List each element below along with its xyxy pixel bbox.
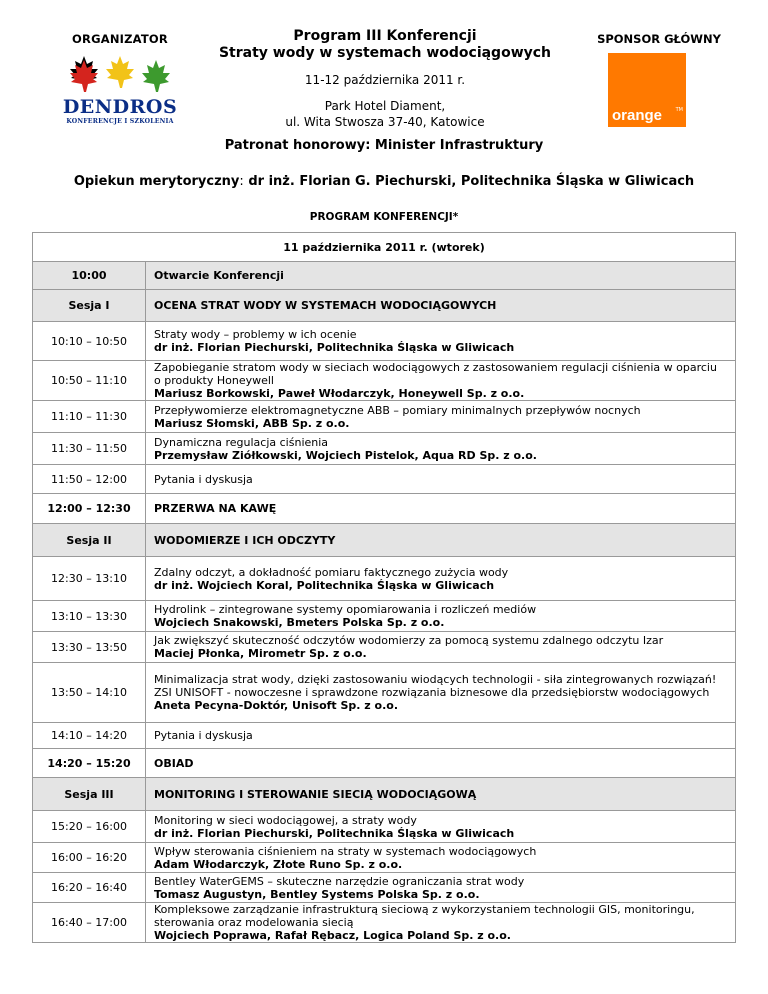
schedule-row xyxy=(33,723,736,749)
row-content xyxy=(146,433,736,465)
talk-speaker: Wojciech Poprawa, Rafał Rębacz, Logica Poland Sp. z o.o. xyxy=(154,929,511,942)
row-time: 12:00 – 12:30 xyxy=(33,494,146,524)
row-content xyxy=(146,663,736,723)
talk-speaker: Aneta Pecyna-Doktór, Unisoft Sp. z o.o. xyxy=(154,699,399,712)
talk-speaker: Mariusz Słomski, ABB Sp. z o.o. xyxy=(154,416,350,430)
sponsor-logo-tm: TM xyxy=(675,107,683,113)
conference-title-line2: Straty wody w systemach wodociągowych xyxy=(218,45,552,61)
row-content xyxy=(146,361,736,401)
row-time: 13:50 – 14:10 xyxy=(33,663,146,723)
schedule-row xyxy=(33,749,736,778)
program-title: PROGRAM KONFERENCJI* xyxy=(309,211,459,223)
talk-speaker: Wojciech Snakowski, Bmeters Polska Sp. z o.o. xyxy=(154,616,445,629)
row-time: Sesja III xyxy=(33,778,146,811)
schedule-row xyxy=(33,663,736,723)
row-time: 10:10 – 10:50 xyxy=(33,322,146,361)
row-time: Sesja II xyxy=(33,524,146,557)
row-content xyxy=(146,322,736,361)
talk-speaker: Tomasz Augustyn, Bentley Systems Polska Sp. z o.o. xyxy=(154,887,480,901)
talk-title: Dynamiczna regulacja ciśnienia xyxy=(154,435,329,449)
organizer-logo-name: DENDROS xyxy=(62,96,178,118)
talk-title: Przepływomierze elektromagnetyczne ABB – pomiary minimalnych przepływów nocnych xyxy=(154,403,641,417)
schedule-row xyxy=(33,361,736,401)
conference-header xyxy=(190,28,580,130)
talk-title: Hydrolink – zintegrowane systemy opomiarowania i rozliczeń mediów xyxy=(154,603,537,616)
row-content xyxy=(146,903,736,943)
row-time: 16:00 – 16:20 xyxy=(33,843,146,873)
talk-speaker: Adam Włodarczyk, Złote Runo Sp. z o.o. xyxy=(154,857,403,871)
schedule-row xyxy=(33,290,736,322)
row-content xyxy=(146,632,736,663)
maple-leaves-icon xyxy=(68,54,172,94)
talk-title: Jak zwiększyć skuteczność odczytów wodomierzy za pomocą systemu zdalnego odczytu Izar xyxy=(154,634,664,647)
schedule-row xyxy=(33,601,736,632)
row-content: Otwarcie Konferencji xyxy=(146,262,736,290)
talk-speaker: dr inż. Florian Piechurski, Politechnika Śląska w Gliwicach xyxy=(154,341,515,354)
schedule-row xyxy=(33,632,736,663)
row-content xyxy=(146,811,736,843)
row-time: 11:30 – 11:50 xyxy=(33,433,146,465)
row-content: WODOMIERZE I ICH ODCZYTY xyxy=(146,524,736,557)
row-time: 11:50 – 12:00 xyxy=(33,465,146,494)
talk-title: Pytania i dyskusja xyxy=(154,729,253,742)
schedule-row xyxy=(33,811,736,843)
row-time: Sesja I xyxy=(33,290,146,322)
supervisor-colon: : xyxy=(239,174,244,189)
sponsor-logo-text: orange xyxy=(612,107,663,124)
supervisor-name: dr inż. Florian G. Piechurski, Politechnika Śląska w Gliwicach xyxy=(248,174,695,189)
sponsor-logo xyxy=(608,53,686,127)
row-time: 16:40 – 17:00 xyxy=(33,903,146,943)
row-time: 11:10 – 11:30 xyxy=(33,401,146,433)
day-header-row xyxy=(33,233,736,262)
talk-title: Zdalny odczyt, a dokładność pomiaru faktycznego zużycia wody xyxy=(154,565,509,579)
row-content xyxy=(146,843,736,873)
schedule-row xyxy=(33,322,736,361)
row-content: OCENA STRAT WODY W SYSTEMACH WODOCIĄGOWYCH xyxy=(146,290,736,322)
schedule-row xyxy=(33,524,736,557)
row-content xyxy=(146,601,736,632)
row-content: OBIAD xyxy=(146,749,736,778)
row-content xyxy=(146,723,736,749)
schedule-row xyxy=(33,843,736,873)
row-time: 13:30 – 13:50 xyxy=(33,632,146,663)
venue-line2: ul. Wita Stwosza 37-40, Katowice xyxy=(285,115,485,129)
talk-title: Wpływ sterowania ciśnieniem na straty w systemach wodociągowych xyxy=(154,844,537,858)
talk-speaker: Maciej Płonka, Mirometr Sp. z o.o. xyxy=(154,647,367,660)
row-time: 10:00 xyxy=(33,262,146,290)
schedule-row xyxy=(33,465,736,494)
venue-line1: Park Hotel Diament, xyxy=(324,99,446,113)
row-time: 16:20 – 16:40 xyxy=(33,873,146,903)
row-time: 15:20 – 16:00 xyxy=(33,811,146,843)
row-time: 14:20 – 15:20 xyxy=(33,749,146,778)
honorary-patronage: Patronat honorowy: Minister Infrastruktury xyxy=(224,138,544,153)
talk-title: Kompleksowe zarządzanie infrastrukturą sieciową z wykorzystaniem technologii GIS, monitoringu, sterowania oraz modelowania siecią xyxy=(154,903,695,929)
row-time: 10:50 – 11:10 xyxy=(33,361,146,401)
conference-dates: 11-12 października 2011 r. xyxy=(304,73,466,87)
schedule-row xyxy=(33,557,736,601)
schedule-row xyxy=(33,433,736,465)
talk-title: Bentley WaterGEMS – skuteczne narzędzie ograniczania strat wody xyxy=(154,874,525,888)
day-header: 11 października 2011 r. (wtorek) xyxy=(33,233,736,262)
organizer-block xyxy=(60,32,180,125)
talk-title: Straty wody – problemy w ich ocenie xyxy=(154,328,357,341)
talk-title: Zapobieganie stratom wody w sieciach wodociągowych z zastosowaniem regulacji ciśnienia w oparciu o produkty Honeywell xyxy=(154,361,717,387)
talk-speaker: Przemysław Ziółkowski, Wojciech Pistelok, Aqua RD Sp. z o.o. xyxy=(154,448,537,462)
row-content xyxy=(146,557,736,601)
row-time: 13:10 – 13:30 xyxy=(33,601,146,632)
supervisor-label: Opiekun merytoryczny xyxy=(73,174,240,189)
talk-title-2: ZSI UNISOFT - nowoczesne i sprawdzone rozwiązania biznesowe dla przedsiębiorstw wodociągowych xyxy=(154,686,710,699)
organizer-logo-sub: KONFERENCJE I SZKOLENIA xyxy=(66,118,174,125)
schedule-row xyxy=(33,903,736,943)
row-time: 12:30 – 13:10 xyxy=(33,557,146,601)
sponsor-label: SPONSOR GŁÓWNY xyxy=(597,32,721,46)
schedule-row xyxy=(33,778,736,811)
row-content: PRZERWA NA KAWĘ xyxy=(146,494,736,524)
talk-speaker: dr inż. Florian Piechurski, Politechnika Śląska w Gliwicach xyxy=(154,826,515,840)
talk-speaker: Mariusz Borkowski, Paweł Włodarczyk, Honeywell Sp. z o.o. xyxy=(154,387,525,400)
row-content xyxy=(146,465,736,494)
schedule-row xyxy=(33,401,736,433)
conference-title-line1: Program III Konferencji xyxy=(293,28,477,44)
talk-title: Monitoring w sieci wodociągowej, a straty wody xyxy=(154,813,417,827)
talk-title: Pytania i dyskusja xyxy=(154,472,253,486)
scientific-supervisor xyxy=(0,174,768,189)
schedule-row xyxy=(33,873,736,903)
row-content xyxy=(146,401,736,433)
row-content: MONITORING I STEROWANIE SIECIĄ WODOCIĄGOWĄ xyxy=(146,778,736,811)
schedule-row xyxy=(33,494,736,524)
schedule-row xyxy=(33,262,736,290)
row-content xyxy=(146,873,736,903)
row-time: 14:10 – 14:20 xyxy=(33,723,146,749)
sponsor-block xyxy=(584,32,734,124)
organizer-label: ORGANIZATOR xyxy=(72,32,168,46)
talk-title: Minimalizacja strat wody, dzięki zastosowaniu wiodących technologii - siła zintegrowanych rozwiązań! xyxy=(154,673,717,686)
talk-speaker: dr inż. Wojciech Koral, Politechnika Śląska w Gliwicach xyxy=(154,578,495,592)
schedule-table xyxy=(32,232,736,943)
